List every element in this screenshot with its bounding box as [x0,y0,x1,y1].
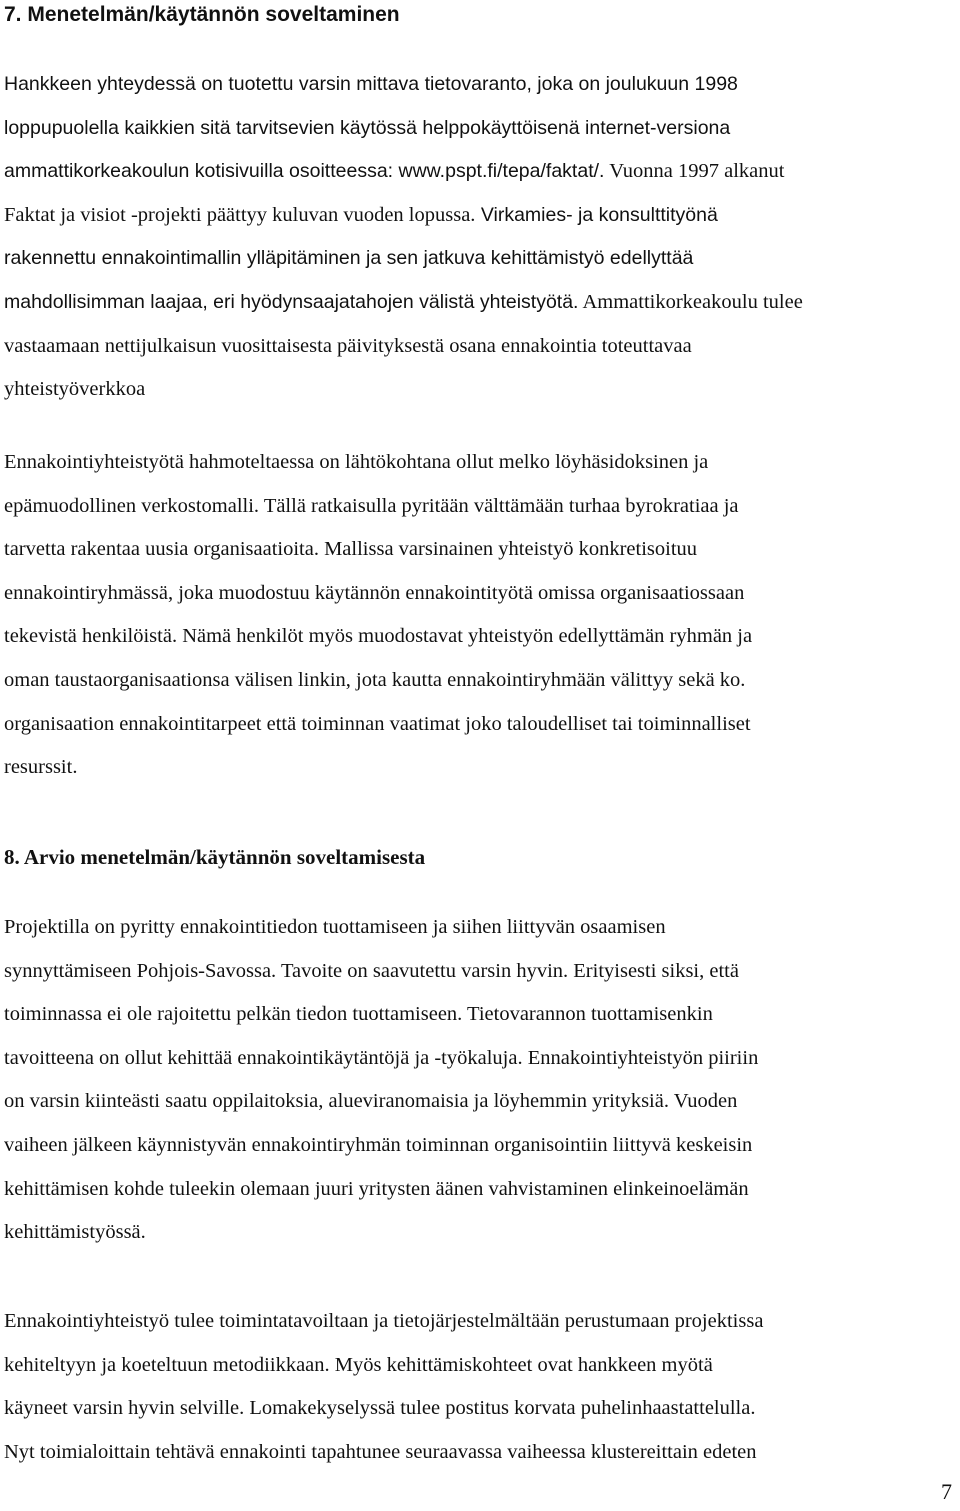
text-run: on varsin kiinteästi saatu oppilaitoksia, alueviranomaisia ja löyhemmin yrityksiä. Vuoden [4,1090,738,1113]
text-line [4,1387,763,1431]
text-run: käyneet varsin hyvin selville. Lomakekyselyssä tulee postitus korvata puhelinhaastattelulla. [4,1397,756,1420]
text-line [4,528,752,572]
section-8-paragraph-2 [4,1300,763,1474]
text-line [4,1168,758,1212]
text-run: Hankkeen yhteydessä on tuotettu varsin mittava tietovaranto, joka on joulukuun 1998 [4,73,738,95]
text-run: rakennettu ennakointimallin ylläpitäminen ja sen jatkuva kehittämistyö edellyttää [4,247,694,270]
text-run: tavoitteena on ollut kehittää ennakointikäytäntöjä ja -työkaluja. Ennakointiyhteistyön piiriin [4,1046,759,1069]
text-line [4,368,803,412]
text-run: kehiteltyyn ja koeteltuun metodiikkaan. Myös kehittämiskohteet ovat hankkeen myötä [4,1353,713,1376]
text-run: Ennakointiyhteistyö tulee toimintatavoiltaan ja tietojärjestelmältään perustumaan projektissa [4,1310,764,1332]
text-line [4,441,752,485]
text-line [4,906,758,950]
text-run: Ennakointiyhteistyötä hahmoteltaessa on lähtökohtana ollut melko löyhäsidoksinen ja [4,451,709,473]
text-line [4,1344,763,1388]
text-line [4,281,803,325]
text-line [4,485,752,529]
text-run: mahdollisimman laajaa, eri hyödynsaajatahojen välistä yhteistyötä. [4,290,579,313]
text-line [4,1037,758,1081]
text-run: toiminnassa ei ole rajoitettu pelkän tiedon tuottamiseen. Tietovarannon tuottamisenkin [4,1003,713,1026]
text-line [4,150,803,194]
section-8-paragraph-1 [4,906,758,1255]
text-run: Faktat ja visiot -projekti päättyy kuluvan vuoden lopussa. [4,203,476,226]
text-line [4,1300,763,1344]
text-run: resurssit. [4,756,78,779]
text-run: epämuodollinen verkostomalli. Tällä ratkaisulla pyritään välttämään turhaa byrokratiaa ja [4,494,739,517]
text-run: ennakointiryhmässä, joka muodostuu käytännön ennakointityötä omissa organisaatiossaan [4,581,745,604]
text-run: kehittämisen kohde tuleekin olemaan juuri yritysten äänen vahvistaminen elinkeinoelämän [4,1177,749,1200]
text-run: loppupuolella kaikkien sitä tarvitsevien käytössä helppokäyttöisenä internet-versiona [4,116,731,139]
text-line [4,950,758,994]
text-line [4,194,803,238]
text-line [4,1431,763,1475]
text-run: synnyttämiseen Pohjois-Savossa. Tavoite on saavutettu varsin hyvin. Erityisesti siksi, että [4,959,739,982]
text-line [4,107,803,151]
text-run: ammattikorkeakoulun kotisivuilla osoitteessa: www.pspt.fi/tepa/faktat/. [4,160,605,183]
page-number: 7 [941,1479,952,1504]
text-run: Vuonna 1997 alkanut [604,160,785,183]
section-8-heading: 8. Arvio menetelmän/käytännön soveltamisesta [4,845,426,869]
text-run: Projektilla on pyritty ennakointitiedon tuottamiseen ja siihen liittyvän osaamisen [4,916,666,938]
text-run: kehittämistyössä. [4,1221,146,1244]
text-line [4,993,758,1037]
text-run: Nyt toimialoittain tehtävä ennakointi tapahtunee seuraavassa vaiheessa klustereittain edeten [4,1440,757,1463]
text-run: Ammattikorkeakoulu tulee [578,290,803,313]
text-line [4,237,803,281]
section-7-paragraph-1 [4,63,803,412]
text-line [4,659,752,703]
text-run: organisaation ennakointitarpeet että toiminnan vaatimat joko taloudelliset tai toiminnalliset [4,712,751,735]
text-run: tekevistä henkilöistä. Nämä henkilöt myös muodostavat yhteistyön edellyttämän ryhmän ja [4,625,753,648]
text-line [4,1124,758,1168]
text-line [4,1080,758,1124]
text-line [4,325,803,369]
text-line [4,63,803,107]
section-7-paragraph-2 [4,441,752,790]
text-run: yhteistyöverkkoa [4,378,146,401]
text-run: Virkamies- ja konsulttityönä [475,203,718,226]
text-line [4,1211,758,1255]
text-run: vastaamaan nettijulkaisun vuosittaisesta päivityksestä osana ennakointia toteuttavaa [4,334,692,357]
text-line [4,703,752,747]
text-run: vaiheen jälkeen käynnistyvän ennakointiryhmän toiminnan organisointiin liittyvä keskeisin [4,1133,753,1156]
text-line [4,615,752,659]
text-run: tarvetta rakentaa uusia organisaatioita. Mallissa varsinainen yhteistyö konkretisoituu [4,538,698,561]
text-line [4,746,752,790]
section-7-heading: 7. Menetelmän/käytännön soveltaminen [4,3,400,26]
text-run: oman taustaorganisaationsa välisen linkin, jota kautta ennakointiryhmään välittyy sekä ko. [4,668,746,691]
text-line [4,572,752,616]
